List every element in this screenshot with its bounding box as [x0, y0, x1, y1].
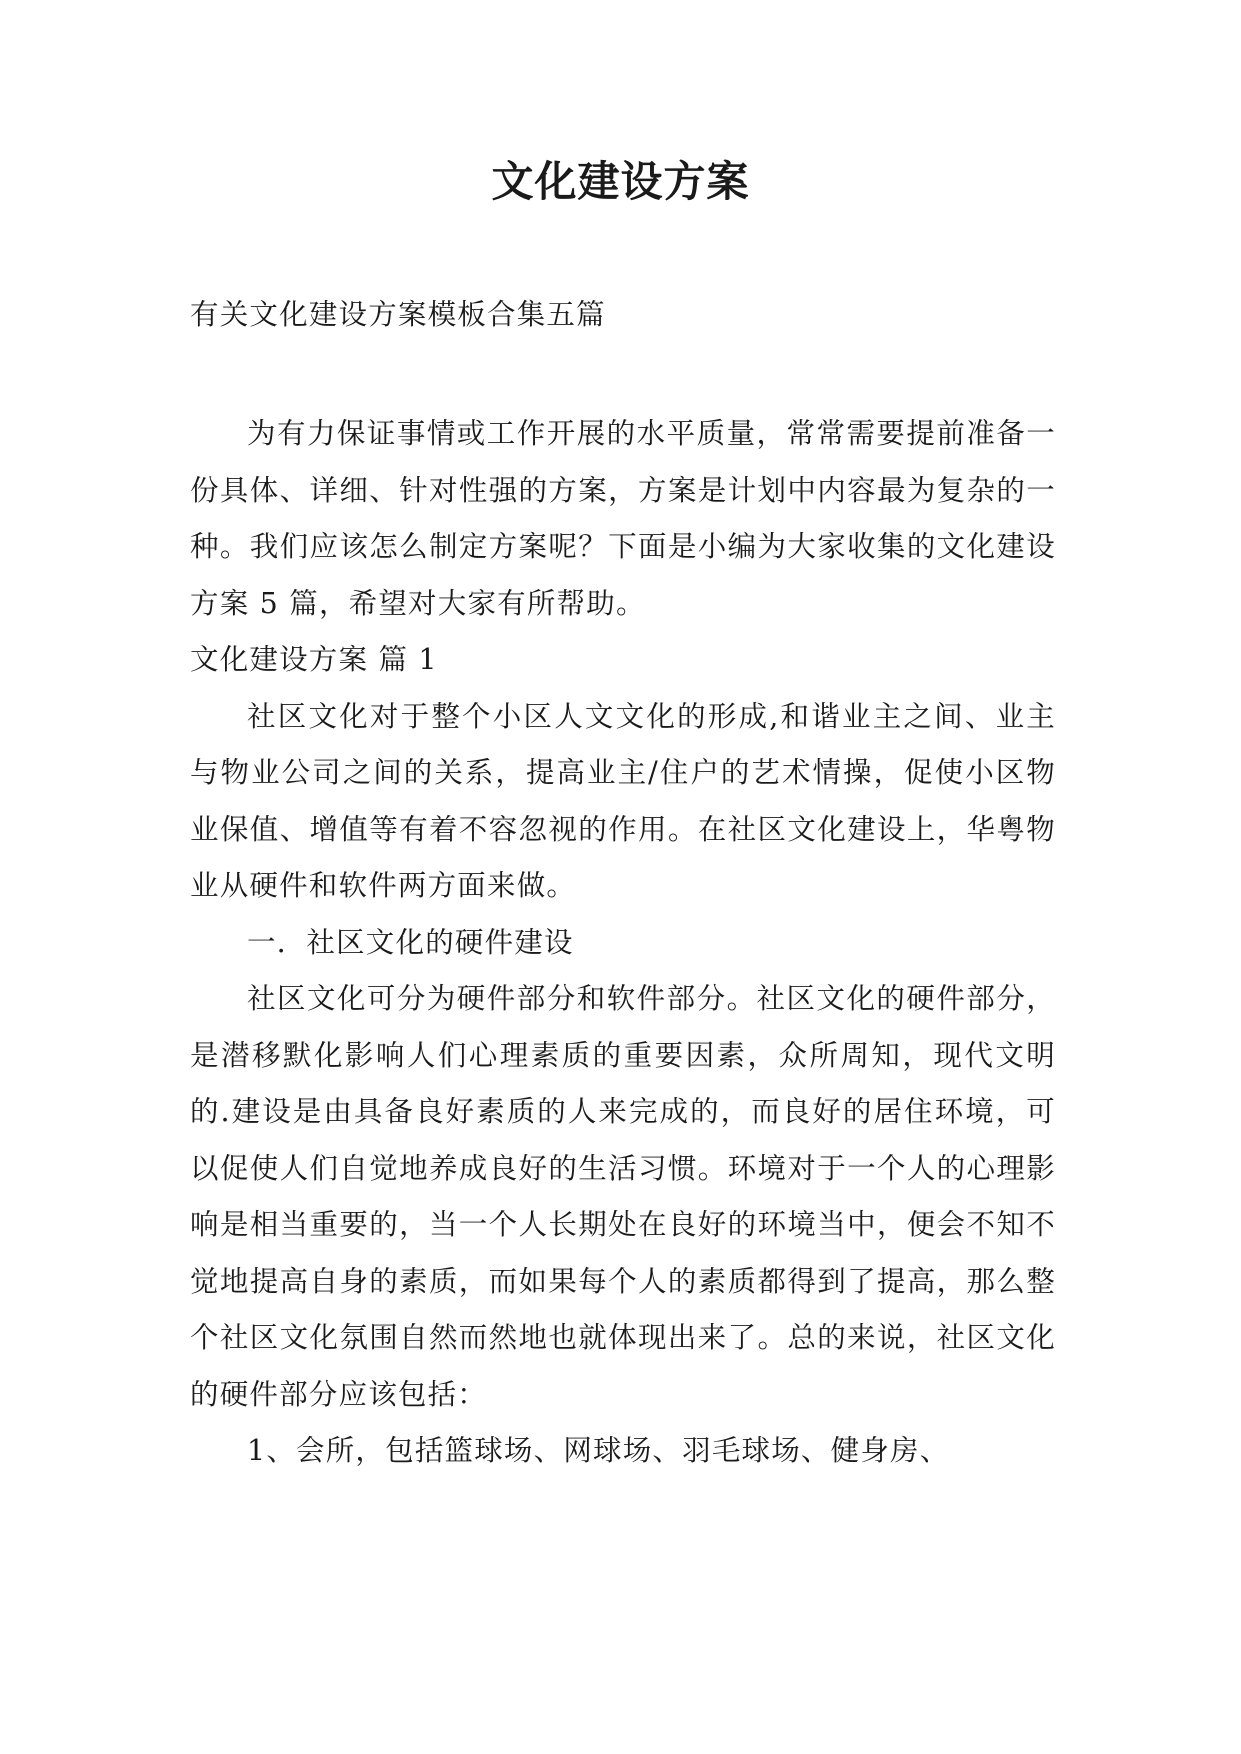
hardware-construction-heading: 一．社区文化的硬件建设: [247, 925, 574, 959]
document-title: 文化建设方案: [491, 157, 750, 206]
section-heading-part-1: 文化建设方案 篇 1: [190, 643, 438, 676]
hardware-description-paragraph: 社区文化可分为硬件部分和软件部分。社区文化的硬件部分，是潜移默化影响人们心理素质的重要因素，众所周知，现代文明的.建设是由具备良好素质的人来完成的，而良好的居住环境，可以促使人们自觉地养成良好的生活习惯。环境对于一个人的心理影响是相当重要的，当一个人长期处在良好的环境当中，便会不知不觉地提高自身的素质，而如果每个人的素质都得到了提高，那么整个社区文化氛围自然而然地也就体现出来了。总的来说，社区文化的硬件部分应该包括：: [190, 982, 1056, 1411]
community-culture-paragraph: 社区文化对于整个小区人文文化的形成,和谐业主之间、业主与物业公司之间的关系，提高业主/住户的艺术情操，促使小区物业保值、增值等有着不容忽视的作用。在社区文化建设上，华粤物业从硬件和软件两方面来做。: [190, 699, 1056, 902]
list-item-1: 1、会所，包括篮球场、网球场、羽毛球场、健身房、: [247, 1434, 950, 1467]
document-body: [190, 406, 1056, 1480]
document-subtitle: 有关文化建设方案模板合集五篇: [190, 298, 606, 331]
intro-paragraph: 为有力保证事情或工作开展的水平质量，常常需要提前准备一份具体、详细、针对性强的方案，方案是计划中内容最为复杂的一种。我们应该怎么制定方案呢？下面是小编为大家收集的文化建设方案 5 篇，希望对大家有所帮助。: [190, 417, 1056, 620]
